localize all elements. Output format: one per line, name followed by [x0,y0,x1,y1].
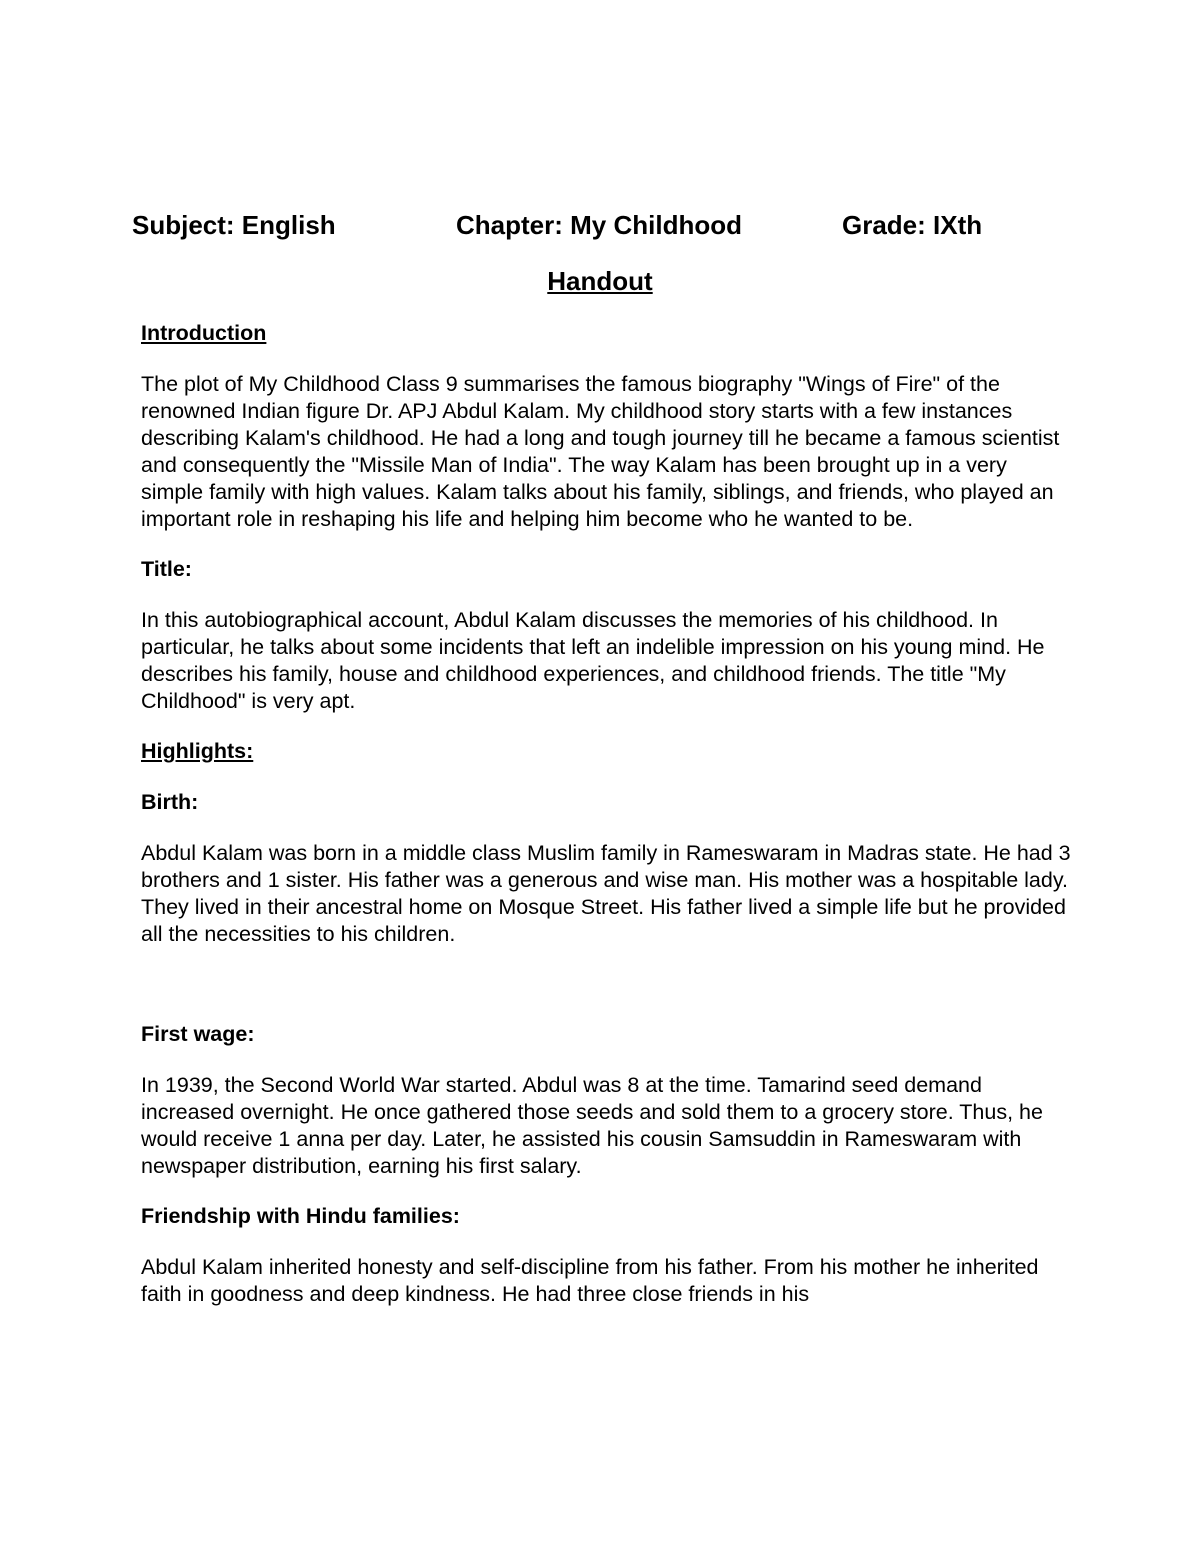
header-row [0,210,1200,244]
introduction-paragraph: The plot of My Childhood Class 9 summarises the famous biography "Wings of Fire" of the renowned Indian figure Dr. APJ Abdul Kalam. My childhood story starts with a few instances describing Kalam's childhood. He had a long and tough journey till he became a famous scientist and consequently the "Missile Man of India". The way Kalam has been brought up in a very simple family with high values. Kalam talks about his family, siblings, and friends, who played an important role in reshaping his life and helping him become who he wanted to be. [141,372,1060,531]
chapter-label: Chapter: My Childhood [456,210,742,240]
spacer [141,971,1071,1021]
grade-label: Grade: IXth [842,210,983,240]
first-wage-heading: First wage: [141,1022,255,1046]
friendship-heading: Friendship with Hindu families: [141,1204,460,1228]
title-paragraph: In this autobiographical account, Abdul Kalam discusses the memories of his childhood. In particular, he talks about some incidents that left an indelible impression on his young mind. He describes his family, house and childhood experiences, and childhood friends. The title "My Childhood" is very apt. [141,608,1045,713]
document-body [141,320,1071,1331]
highlights-heading: Highlights: [141,739,254,763]
birth-paragraph: Abdul Kalam was born in a middle class Muslim family in Rameswaram in Madras state. He had 3 brothers and 1 sister. His father was a generous and wise man. His mother was a hospitable lady. They lived in their ancestral home on Mosque Street. His father lived a simple life but he provided all the necessities to his children. [141,841,1071,946]
introduction-heading: Introduction [141,321,267,345]
subject-label: Subject: English [132,210,336,240]
document-title: Handout [547,266,653,296]
friendship-paragraph: Abdul Kalam inherited honesty and self-discipline from his father. From his mother he inherited faith in goodness and deep kindness. He had three close friends in his [141,1255,1039,1306]
first-wage-paragraph: In 1939, the Second World War started. Abdul was 8 at the time. Tamarind seed demand increased overnight. He once gathered those seeds and sold them to a grocery store. Thus, he would receive 1 anna per day. Later, he assisted his cousin Samsuddin in Rameswaram with newspaper distribution, earning his first salary. [141,1073,1043,1178]
title-heading: Title: [141,557,192,581]
birth-heading: Birth: [141,790,199,814]
